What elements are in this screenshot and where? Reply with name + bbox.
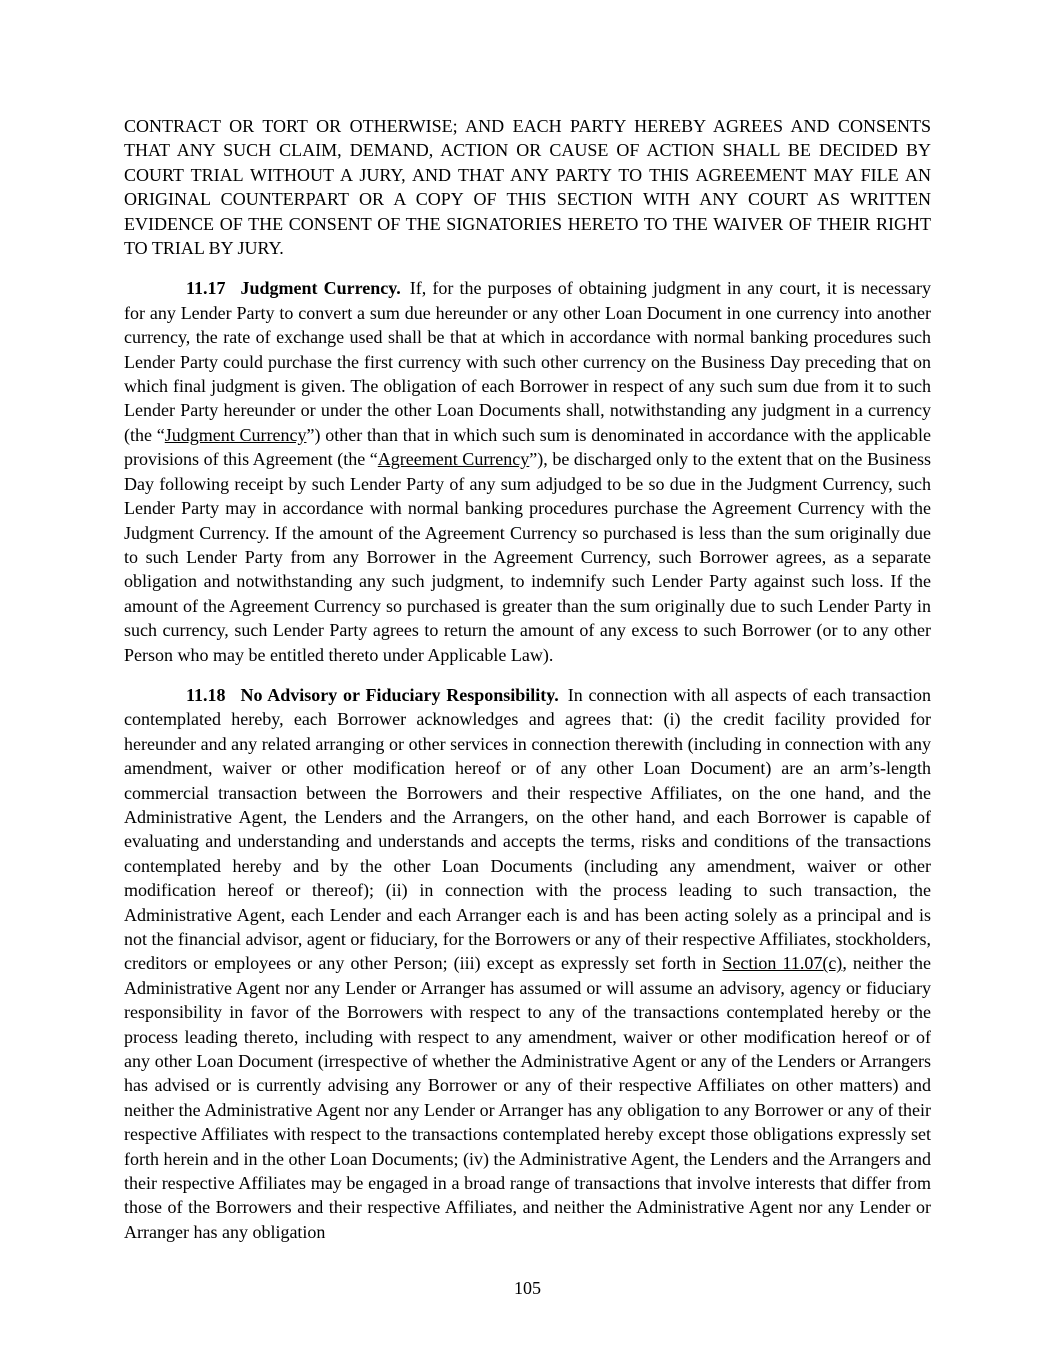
section-11-17-paragraph	[124, 276, 931, 667]
section-11-18-number: 11.18	[186, 684, 226, 705]
section-11-18-heading: No Advisory or Fiduciary Responsibility.	[240, 684, 559, 705]
section-11-17-number: 11.17	[186, 278, 226, 299]
section-11-18-paragraph	[124, 683, 931, 1244]
section-11-17-body-1: If, for the purposes of obtaining judgment in any court, it is necessary for any Lender Party to convert a sum due hereunder or any other Loan Document in one currency into another currency, the rate of exchange used shall be that at which in accordance with normal banking procedures such Lender Party could purchase the first currency with such other currency on the Business Day preceding that on which final judgment is given. The obligation of each Borrower in respect of any such sum due from it to such Lender Party hereunder or under the other Loan Documents shall, notwithstanding any judgment in a currency (the “	[124, 278, 931, 445]
section-11-18-body-2: , neither the Administrative Agent nor any Lender or Arranger has assumed or will assume an advisory, agency or fiduciary responsibility in favor of the Borrowers with respect to any of the transactions contemplated hereby or the process leading thereto, including with respect to any amendment, waiver or other modification hereof or of any other Loan Document (irrespective of whether the Administrative Agent or any of the Lenders or Arrangers has advised or is currently advising any Borrower or any of their respective Affiliates on other matters) and neither the Administrative Agent nor any Lender or Arranger has any obligation to any Borrower or any of their respective Affiliates with respect to the transactions contemplated hereby except those obligations expressly set forth herein and in the other Loan Documents; (iv) the Administrative Agent, the Lenders and the Arrangers and their respective Affiliates may be engaged in a broad range of transactions that involve interests that differ from those of the Borrowers and their respective Affiliates, and neither the Administrative Agent nor any Lender or Arranger has any obligation	[124, 953, 931, 1242]
section-11-17-heading: Judgment Currency.	[240, 278, 401, 299]
section-11-17-body-2: ”) other than that in which such sum is denominated in accordance with the applicable provisions of this Agreement (the “	[124, 424, 931, 470]
defined-term-agreement-currency: Agreement Currency	[377, 449, 530, 470]
cross-reference-section-11-07c: Section 11.07(c)	[722, 953, 843, 974]
jury-waiver-paragraph	[124, 114, 931, 260]
section-11-18-body-1: In connection with all aspects of each transaction contemplated hereby, each Borrower acknowledges and agrees that: (i) the credit facility provided for hereunder and any related arranging or other services in connection therewith (including in connection with any amendment, waiver or other modification hereof or of any other Loan Document) are an arm’s-length commercial transaction between the Borrowers and their respective Affiliates, on the one hand, and the Administrative Agent, the Lenders and the Arrangers, on the other hand, and each Borrower is capable of evaluating and understanding and understands and accepts the terms, risks and conditions of the transactions contemplated hereby and by the other Loan Documents (including any amendment, waiver or other modification hereof or thereof); (ii) in connection with the process leading to such transaction, the Administrative Agent, each Lender and each Arranger each is and has been acting solely as a principal and is not the financial advisor, agent or fiduciary, for the Borrowers or any of their respective Affiliates, stockholders, creditors or employees or any other Person; (iii) except as expressly set forth in	[124, 684, 931, 974]
section-11-17-body-3: ”), be discharged only to the extent that on the Business Day following receipt by such Lender Party of any sum adjudged to be so due in the Judgment Currency, such Lender Party may in accordance with normal banking procedures purchase the Agreement Currency with the Judgment Currency. If the amount of the Agreement Currency so purchased is less than the sum originally due to such Lender Party from any Borrower in the Agreement Currency, such Borrower agrees, as a separate obligation and notwithstanding any such judgment, to indemnify such Lender Party against such loss. If the amount of the Agreement Currency so purchased is greater than the sum originally due to such Lender Party in such currency, such Lender Party agrees to return the amount of any excess to such Borrower (or to any other Person who may be entitled thereto under Applicable Law).	[124, 449, 931, 665]
page-number: 105	[514, 1278, 541, 1298]
document-page	[124, 114, 931, 1260]
jury-waiver-text: CONTRACT OR TORT OR OTHERWISE; AND EACH PARTY HEREBY AGREES AND CONSENTS THAT ANY SUCH CLAIM, DEMAND, ACTION OR CAUSE OF ACTION SHALL BE DECIDED BY COURT TRIAL WITHOUT A JURY, AND THAT ANY PARTY TO THIS AGREEMENT MAY FILE AN ORIGINAL COUNTERPART OR A COPY OF THIS SECTION WITH ANY COURT AS WRITTEN EVIDENCE OF THE CONSENT OF THE SIGNATORIES HERETO TO THE WAIVER OF THEIR RIGHT TO TRIAL BY JURY.	[124, 116, 931, 259]
defined-term-judgment-currency: Judgment Currency	[164, 424, 307, 445]
